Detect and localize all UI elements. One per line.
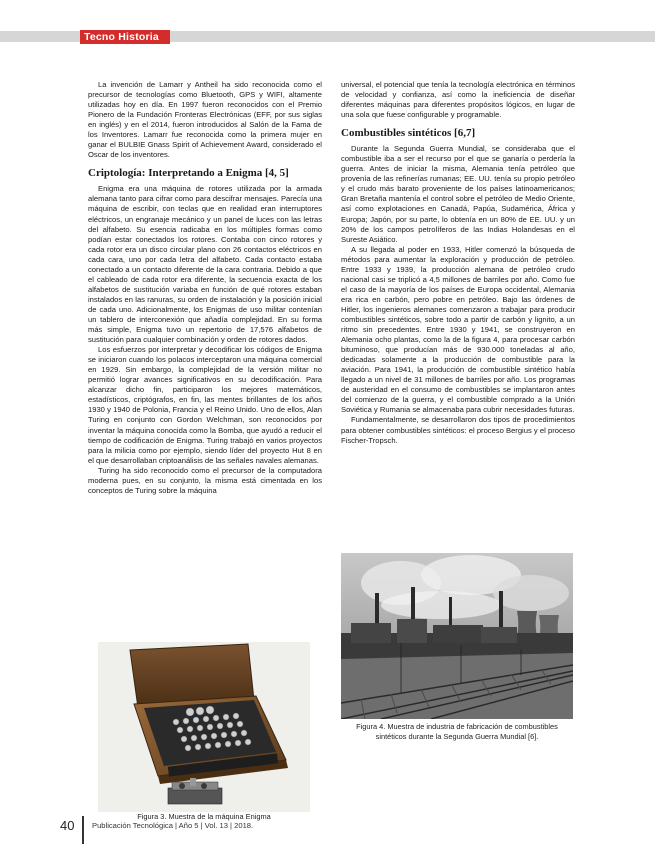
continued-paragraph: universal, el potencial que tenía la tecnología electrónica en términos de velocidad y confianza, así como la ineficiencia de diseñar diferentes máquinas para diferentes propósitos lógicos, en lugar de una sola que fuese configurable y programable. [341, 80, 575, 120]
heading-combustibles: Combustibles sintéticos [6,7] [341, 127, 476, 140]
figure-3-caption: Figura 3. Muestra de la máquina Enigma [137, 812, 271, 821]
page-number: 40 [60, 818, 75, 833]
figure-4-caption: Figura 4. Muestra de industria de fabricación de combustibles sintéticos durante la Segunda Guerra Mundial [6]. [356, 722, 558, 741]
paragraph: Durante la Segunda Guerra Mundial, se consideraba que el combustible iba a ser el recurso por el que se ganaría o perdería la guerra. Antes de iniciar la misma, Alemania tenía petróleo que provenía de las refinerías rumanas; EE. UU. tenía su propio petróleo y el crudo más barato proveniente de los países latinoamericanos; Gran Bretaña mantenía el control sobre el petróleo de Medio Oriente, así como explotaciones en Canadá, Papúa, Sudamérica, África y Europa; Japón, por su parte, lo obtenía en un 80% de EE. UU. y un 20% de los campos petrolíferos de las Indias Holandesas en el Sureste Asiático. [341, 144, 575, 244]
footer-divider [82, 816, 84, 844]
left-column [88, 80, 322, 496]
paragraph: Fundamentalmente, se desarrollaron dos tipos de procedimientos para obtener combustibles sintéticos: el proceso Bergius y el proceso Fischer-Tropsch. [341, 415, 575, 445]
factory-photo [341, 553, 573, 719]
right-column [341, 80, 575, 446]
paragraph: Turing ha sido reconocido como el precursor de la computadora moderna pues, en su conjunto, la misma está cimentada en los conceptos de Turing sobre la máquina [88, 465, 322, 495]
paragraph: A su llegada al poder en 1933, Hitler comenzó la búsqueda de métodos para aumentar la exploración y producción de petróleo. Entre 1933 y 1939, la producción alemana de petróleo crudo nacional casi se triplicó a 4,5 millones de barriles por año. Como fue el caso de la mayoría de los países de Europa occidental, Alemania era rica en carbón, pero pobre en petróleo. Bajo las órdenes de Hitler, los ingenieros alemanes comenzaron a trabajar para producir combustibles sintéticos, sobre todo a partir de carbón y lignito, a un ritmo sin precedentes. Entre 1930 y 1941, se construyeron en Alemania ocho plantas, como la de la figura 4, para procesar carbón bituminoso, que producían más de 930.000 toneladas al año, dedicadas solamente a la producción de combustible para la aviación. Para 1941, la producción de combustible sintético había llegado a un nivel de 31 millones de barriles por año. Los programas de austeridad en el consumo de combustibles se implantaron antes del comienzo de la guerra, y el combustible comprado a la Unión Soviética y Rumania se almacenaba para cubrir necesidades futuras. [341, 244, 575, 415]
paragraph: Los esfuerzos por interpretar y decodificar los códigos de Enigma se iniciaron cuando los polacos interceptaron una máquina comercial en 1929. Sin embargo, la complejidad de la versión militar no permitió lograr avances significativos en su decodificación. Para alcanzar dicho fin, participaron los mejores matemáticos, estadísticos, criptógrafos, en fin, las mentes brillantes de los años 1930 y 1940 de Polonia, Francia y el Reino Unido. Uno de ellos, Alan Turing en conjunto con Gordon Welchman, son reconocidos por inventar la máquina conocida como la Bomba, que ayudó a reducir el tiempo de codificación de Enigma. Turing trabajó en varios proyectos para la milicia como por ejemplo, siendo líder del proyecto Hut 8 en el que desarrollaban criptoanálisis de las señales navales alemanas. [88, 345, 322, 465]
paragraph: Enigma era una máquina de rotores utilizada por la armada alemana tanto para cifrar como para descifrar mensajes. Parecía una máquina de escribir, con teclas que en realidad eran interruptores eléctricos, un engranaje mecánico y un panel de luces con las letras del alfabeto. Su esencia radicaba en los múltiples formas como podían estar conectados los rotores. Contaba con cinco rotores y cada rotor era un disco circular plano con 26 contactos eléctricos en cada cara, uno por cada letra del alfabeto. Cada contacto estaba conectado a un contacto diferente de la cara contraria. Debido a que el cableado de cada rotor era diferente, la secuencia exacta de los alfabetos de sustitución variaba en función de qué rotores estaban instalados en las ranuras, su orden de instalación y la posición inicial de cada uno. Adicionalmente, los Enigmas de uso militar contenían un tablero de interconexión que añadía complejidad. En su forma más simple, Enigma tuvo un repertorio de 17,576 alfabetos de sustitución para cualquier combinación y orden de rotores dados. [88, 184, 322, 345]
section-title: Tecno Historia [84, 31, 159, 43]
enigma-illustration [98, 642, 310, 812]
heading-criptologia: Criptología: Interpretando a Enigma [4, 5] [88, 167, 289, 180]
enigma-photo [98, 642, 310, 812]
publication-info: Publicación Tecnológica | Año 5 | Vol. 13 | 2018. [92, 821, 254, 830]
intro-paragraph: La invención de Lamarr y Antheil ha sido reconocida como el precursor de tecnologías como Bluetooth, GPS y WIFI, altamente utilizadas hoy en día. En 1997 fueron reconocidos con el Premio Pionero de la Fundación Fronteras Electrónicas (EFF, por sus siglas en inglés) y en el 2014, fueron introducidos al Salón de la Fama de los Inventores. Lamarr fue reconocida como la primera mujer en ganar el BULBIE Gnass Spirit of Achievement Award, considerado el Oscar de los inventores. [88, 80, 322, 160]
factory-illustration [341, 553, 573, 719]
